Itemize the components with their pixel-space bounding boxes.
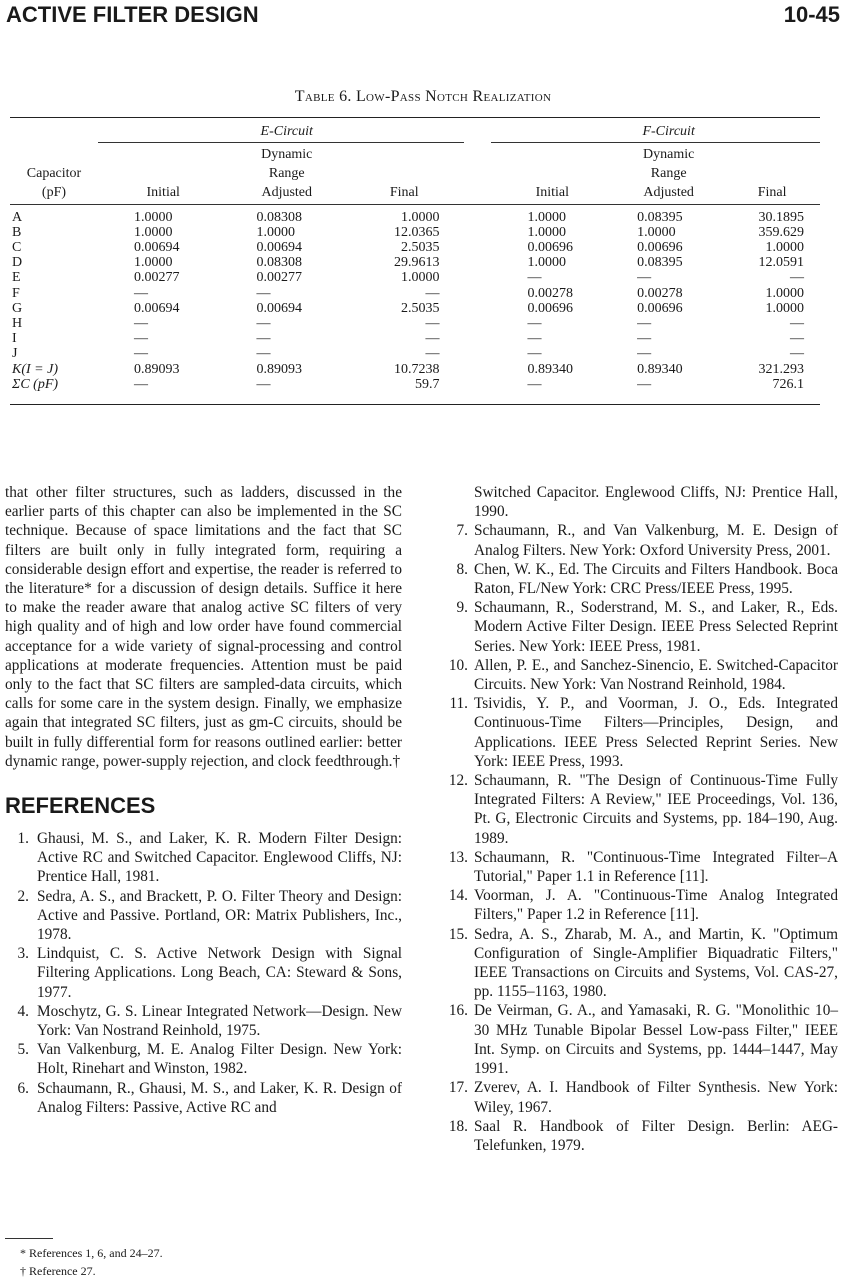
table-row bbox=[10, 255, 820, 270]
reference-text: Voorman, J. A. "Continuous-Time Analog Integrated Filters," Paper 1.2 in Reference [11]. bbox=[474, 887, 838, 924]
reference-text: Van Valkenburg, M. E. Analog Filter Design. New York: Holt, Rinehart and Winston, 1982. bbox=[37, 1041, 402, 1078]
value-cell: 1.0000 bbox=[527, 224, 566, 240]
table-row bbox=[10, 270, 820, 285]
adjusted-label-e: Adjusted bbox=[228, 181, 345, 204]
reference-item bbox=[442, 521, 838, 559]
value-cell: — bbox=[256, 316, 271, 332]
initial-header-e: Initial bbox=[98, 181, 228, 204]
value-cell: — bbox=[425, 316, 440, 332]
capacitor-unit-header: (pF) bbox=[10, 181, 98, 204]
value-cell: 1.0000 bbox=[765, 240, 804, 256]
value-cell: — bbox=[133, 346, 148, 362]
column-gap bbox=[464, 301, 492, 316]
value-cell: — bbox=[637, 346, 652, 362]
reference-6-continued: Switched Capacitor. Englewood Cliffs, NJ: Prentice Hall, 1990. bbox=[474, 484, 838, 521]
value-cell: 0.00277 bbox=[133, 270, 180, 286]
value-cell: 12.0591 bbox=[758, 255, 804, 271]
reference-text: Lindquist, C. S. Active Network Design with Signal Filtering Applications. Long Beach, CA: Steward & Sons, 1977. bbox=[37, 945, 402, 1001]
table-title: Table 6. Low-Pass Notch Realization bbox=[294, 88, 552, 105]
reference-item bbox=[442, 560, 838, 598]
reference-number: 12. bbox=[448, 772, 468, 790]
running-head bbox=[6, 2, 840, 32]
column-gap bbox=[464, 240, 492, 255]
reference-number: 11. bbox=[449, 695, 468, 713]
references-list-right bbox=[442, 521, 838, 1155]
reference-text: Tsividis, Y. P., and Voorman, J. O., Eds. Integrated Continuous-Time Filters—Principles, Design, and Applications. IEEE Press Selected Reprint Series. New York: IEEE Press, 1993. bbox=[474, 695, 838, 770]
value-cell: 359.629 bbox=[758, 224, 804, 240]
value-cell: 0.00694 bbox=[256, 240, 302, 256]
body-paragraph: that other filter structures, such as ladders, discussed in the earlier parts of this chapter can also be implemented in the SC technique. Because of space limitations and the fact that SC filters are built only in fully integrated form, requiring a considerable design effort and expertise, the reader is referred to the literature* for a discussion of design details. Suffice it here to make the reader aware that analog active SC filters of very high quality and of high and low order have found commercial acceptance for a wide variety of signal-processing and control applications at moderate frequencies. Attention must be paid only to the fact that SC filters are sampled-data circuits, which calls for some care in the system design. Finally, we emphasize again that integrated SC filters, just as gm-C circuits, should be built in fully differential form for reasons outlined earlier: better dynamic range, power-supply rejection, and clock feedthrough.† bbox=[5, 484, 402, 770]
reference-item bbox=[5, 1040, 402, 1078]
reference-item bbox=[442, 1117, 838, 1155]
final-header-f: Final bbox=[724, 181, 820, 204]
value-cell: — bbox=[527, 316, 542, 332]
value-cell: — bbox=[425, 285, 440, 301]
reference-number: 18. bbox=[448, 1117, 468, 1135]
value-cell: 0.89093 bbox=[133, 361, 180, 377]
value-cell: — bbox=[637, 316, 652, 332]
value-cell: 0.08308 bbox=[256, 209, 302, 225]
value-cell: 0.00696 bbox=[527, 240, 573, 256]
value-cell: 0.00696 bbox=[637, 300, 683, 316]
reference-item bbox=[442, 848, 838, 886]
reference-text: Allen, P. E., and Sanchez-Sinencio, E. Switched-Capacitor Circuits. New York: Van Nostrand Reinhold, 1984. bbox=[474, 656, 838, 694]
value-cell: 0.00278 bbox=[527, 285, 573, 301]
value-cell: 0.00694 bbox=[133, 300, 180, 316]
reference-number: 1. bbox=[17, 830, 29, 848]
value-cell: — bbox=[425, 331, 440, 347]
reference-number: 7. bbox=[456, 522, 468, 540]
reference-item bbox=[442, 694, 838, 771]
capacitor-label-cell: E bbox=[12, 270, 21, 286]
table-row bbox=[10, 204, 820, 225]
footnote-asterisk: * References 1, 6, and 24–27. bbox=[20, 1246, 163, 1260]
value-cell: — bbox=[133, 316, 148, 332]
capacitor-label-cell: K(I = J) bbox=[12, 361, 58, 377]
value-cell: — bbox=[425, 346, 440, 362]
reference-item bbox=[442, 886, 838, 924]
value-cell: — bbox=[256, 331, 271, 347]
table-row bbox=[10, 301, 820, 316]
value-cell: — bbox=[790, 346, 804, 362]
reference-number: 8. bbox=[456, 560, 468, 578]
reference-item bbox=[442, 925, 838, 1002]
value-cell: 726.1 bbox=[724, 377, 820, 405]
value-cell: 12.0365 bbox=[394, 224, 440, 240]
adjusted-label-f: Adjusted bbox=[613, 181, 724, 204]
e-circuit-group-header: E-Circuit bbox=[228, 122, 345, 143]
value-cell: 1.0000 bbox=[401, 209, 440, 225]
reference-item bbox=[442, 1078, 838, 1116]
value-cell: — bbox=[527, 270, 542, 286]
reference-item bbox=[5, 1079, 402, 1117]
dynamic-label-f: Dynamic bbox=[643, 147, 695, 163]
value-cell: — bbox=[790, 316, 804, 332]
capacitor-label-cell: F bbox=[12, 285, 20, 301]
reference-text: Sedra, A. S., and Brackett, P. O. Filter Theory and Design: Active and Passive. Portland, OR: Matrix Publishers, Inc., 1978. bbox=[37, 887, 402, 944]
reference-text: Schaumann, R. "Continuous-Time Integrated Filter–A Tutorial," Paper 1.1 in Reference [11]. bbox=[474, 848, 838, 886]
column-gap bbox=[464, 255, 492, 270]
table-row bbox=[10, 362, 820, 377]
column-gap bbox=[464, 316, 492, 331]
table-row bbox=[10, 286, 820, 301]
capacitor-label-cell: C bbox=[12, 240, 22, 256]
reference-item bbox=[442, 656, 838, 694]
column-gap bbox=[464, 331, 492, 346]
capacitor-label-cell: D bbox=[12, 255, 23, 271]
capacitor-header: Capacitor bbox=[26, 166, 82, 182]
reference-item bbox=[442, 1001, 838, 1078]
reference-number: 17. bbox=[448, 1079, 468, 1097]
footnote-dagger: † Reference 27. bbox=[20, 1264, 96, 1278]
table-row bbox=[10, 240, 820, 255]
column-gap bbox=[464, 362, 492, 377]
value-cell: — bbox=[637, 331, 652, 347]
value-cell: 1.0000 bbox=[256, 224, 295, 240]
final-header-e: Final bbox=[345, 181, 463, 204]
right-column bbox=[442, 483, 838, 1155]
reference-item bbox=[442, 598, 838, 656]
capacitor-label-cell: I bbox=[12, 331, 17, 347]
value-cell: 1.0000 bbox=[765, 285, 804, 301]
value-cell: 2.5035 bbox=[401, 300, 440, 316]
reference-item bbox=[442, 771, 838, 848]
capacitor-label-cell: B bbox=[12, 224, 22, 240]
reference-number: 2. bbox=[17, 887, 29, 905]
reference-number: 3. bbox=[17, 945, 29, 963]
reference-text: Moschytz, G. S. Linear Integrated Network—Design. New York: Van Nostrand Reinhold, 1975. bbox=[37, 1002, 402, 1040]
table-row bbox=[10, 225, 820, 240]
value-cell: 0.08395 bbox=[637, 255, 683, 271]
column-gap bbox=[464, 270, 492, 285]
value-cell: 0.00278 bbox=[637, 285, 683, 301]
table-row bbox=[10, 346, 820, 361]
value-cell: 0.89340 bbox=[527, 361, 573, 377]
capacitor-label-cell: A bbox=[12, 209, 23, 225]
value-cell: 321.293 bbox=[758, 361, 804, 377]
reference-number: 4. bbox=[17, 1002, 29, 1020]
f-circuit-group-header: F-Circuit bbox=[613, 122, 724, 143]
reference-item bbox=[5, 829, 402, 887]
value-cell: 1.0000 bbox=[133, 224, 173, 240]
value-cell: 1.0000 bbox=[637, 224, 676, 240]
reference-text: Saal R. Handbook of Filter Design. Berlin: AEG-Telefunken, 1979. bbox=[474, 1117, 838, 1154]
reference-text: De Veirman, G. A., and Yamasaki, R. G. "Monolithic 10–30 MHz Tunable Bipolar Bessel Low-pass Filter," IEEE Int. Symp. on Circuits and Systems, pp. 1444–1447, May 1991. bbox=[474, 1002, 838, 1078]
footnote-rule bbox=[5, 1238, 53, 1239]
reference-item bbox=[5, 887, 402, 945]
column-gap bbox=[464, 346, 492, 361]
value-cell: — bbox=[527, 331, 542, 347]
value-cell: — bbox=[133, 331, 148, 347]
notch-realization-table bbox=[10, 117, 820, 405]
column-gap bbox=[464, 225, 492, 240]
reference-number: 13. bbox=[448, 848, 468, 866]
value-cell: 0.00696 bbox=[527, 300, 573, 316]
capacitor-label-cell: H bbox=[12, 316, 23, 332]
value-cell: 1.0000 bbox=[133, 209, 173, 225]
value-cell: 1.0000 bbox=[765, 300, 804, 316]
column-gap bbox=[464, 286, 492, 301]
value-cell: 0.00277 bbox=[256, 270, 302, 286]
capacitor-label-cell: ΣC (pF) bbox=[10, 377, 98, 405]
value-cell: — bbox=[790, 270, 804, 286]
dynamic-label-e: Dynamic bbox=[261, 147, 313, 163]
page-number: 10-45 bbox=[783, 2, 840, 27]
reference-item bbox=[5, 1002, 402, 1040]
value-cell: — bbox=[527, 346, 542, 362]
value-cell: 0.08308 bbox=[256, 255, 302, 271]
reference-number: 16. bbox=[448, 1002, 468, 1020]
value-cell: — bbox=[98, 377, 228, 405]
value-cell: 1.0000 bbox=[401, 270, 440, 286]
reference-item bbox=[5, 944, 402, 1002]
reference-text: Schaumann, R. "The Design of Continuous-Time Fully Integrated Filters: A Review," IEE Proceedings, Vol. 136, Pt. G, Electronic Circuits and Systems, pp. 184–190, Aug. 1989. bbox=[474, 772, 838, 847]
reference-text: Chen, W. K., Ed. The Circuits and Filters Handbook. Boca Raton, FL/New York: CRC Press/IEEE Press, 1995. bbox=[474, 560, 838, 598]
value-cell: 29.9613 bbox=[394, 255, 440, 271]
table-row bbox=[10, 377, 820, 405]
range-label-e: Range bbox=[268, 166, 305, 182]
reference-number: 5. bbox=[17, 1041, 29, 1059]
value-cell: 30.1895 bbox=[758, 209, 804, 225]
value-cell: — bbox=[790, 331, 804, 347]
value-cell: 0.89093 bbox=[256, 361, 302, 377]
value-cell: — bbox=[133, 285, 148, 301]
reference-number: 9. bbox=[456, 599, 468, 617]
value-cell: 2.5035 bbox=[401, 240, 440, 256]
column-gap bbox=[464, 377, 492, 405]
value-cell: — bbox=[256, 285, 271, 301]
value-cell: — bbox=[637, 270, 652, 286]
value-cell: — bbox=[613, 377, 724, 405]
references-list-left bbox=[5, 829, 402, 1117]
reference-text: Schaumann, R., Soderstrand, M. S., and Laker, R., Eds. Modern Active Filter Design. IEEE Press Selected Reprint Series. New York: IEEE Press, 1981. bbox=[474, 599, 838, 655]
capacitor-label-cell: G bbox=[12, 300, 23, 316]
reference-text: Ghausi, M. S., and Laker, K. R. Modern Filter Design: Active RC and Switched Capacitor. Englewood Cliffs, NJ: Prentice Hall, 1981. bbox=[37, 830, 402, 886]
value-cell: 10.7238 bbox=[394, 361, 440, 377]
initial-header-f: Initial bbox=[491, 181, 613, 204]
reference-text: Zverev, A. I. Handbook of Filter Synthesis. New York: Wiley, 1967. bbox=[474, 1079, 838, 1116]
reference-text: Schaumann, R., Ghausi, M. S., and Laker, K. R. Design of Analog Filters: Passive, Active RC and bbox=[37, 1079, 402, 1116]
value-cell: 59.7 bbox=[345, 377, 463, 405]
left-column bbox=[5, 483, 402, 1117]
reference-text: Sedra, A. S., Zharab, M. A., and Martin, K. "Optimum Configuration of Single-Amplifier Biquadratic Filters," IEEE Transactions on Circuits and Systems, Vol. CAS-27, pp. 1155–1163, 1980. bbox=[474, 925, 838, 1001]
value-cell: 0.00696 bbox=[637, 240, 683, 256]
value-cell: 1.0000 bbox=[527, 255, 566, 271]
reference-number: 14. bbox=[448, 887, 468, 905]
value-cell: 1.0000 bbox=[133, 255, 173, 271]
value-cell: 1.0000 bbox=[527, 209, 566, 225]
value-cell: 0.00694 bbox=[133, 240, 180, 256]
reference-number: 15. bbox=[448, 925, 468, 943]
reference-number: 10. bbox=[448, 656, 468, 674]
value-cell: — bbox=[491, 377, 613, 405]
value-cell: 0.89340 bbox=[637, 361, 683, 377]
value-cell: 0.08395 bbox=[637, 209, 683, 225]
table-row bbox=[10, 316, 820, 331]
chapter-title: ACTIVE FILTER DESIGN bbox=[6, 2, 259, 27]
column-gap bbox=[464, 204, 492, 225]
value-cell: — bbox=[256, 346, 271, 362]
value-cell: 0.00694 bbox=[256, 300, 302, 316]
value-cell: — bbox=[228, 377, 345, 405]
references-heading: REFERENCES bbox=[5, 793, 156, 819]
reference-number: 6. bbox=[17, 1079, 29, 1097]
range-label-f: Range bbox=[650, 166, 687, 182]
capacitor-label-cell: J bbox=[12, 346, 18, 362]
table-row bbox=[10, 331, 820, 346]
reference-text: Schaumann, R., and Van Valkenburg, M. E. Design of Analog Filters. New York: Oxford University Press, 2001. bbox=[474, 522, 838, 559]
